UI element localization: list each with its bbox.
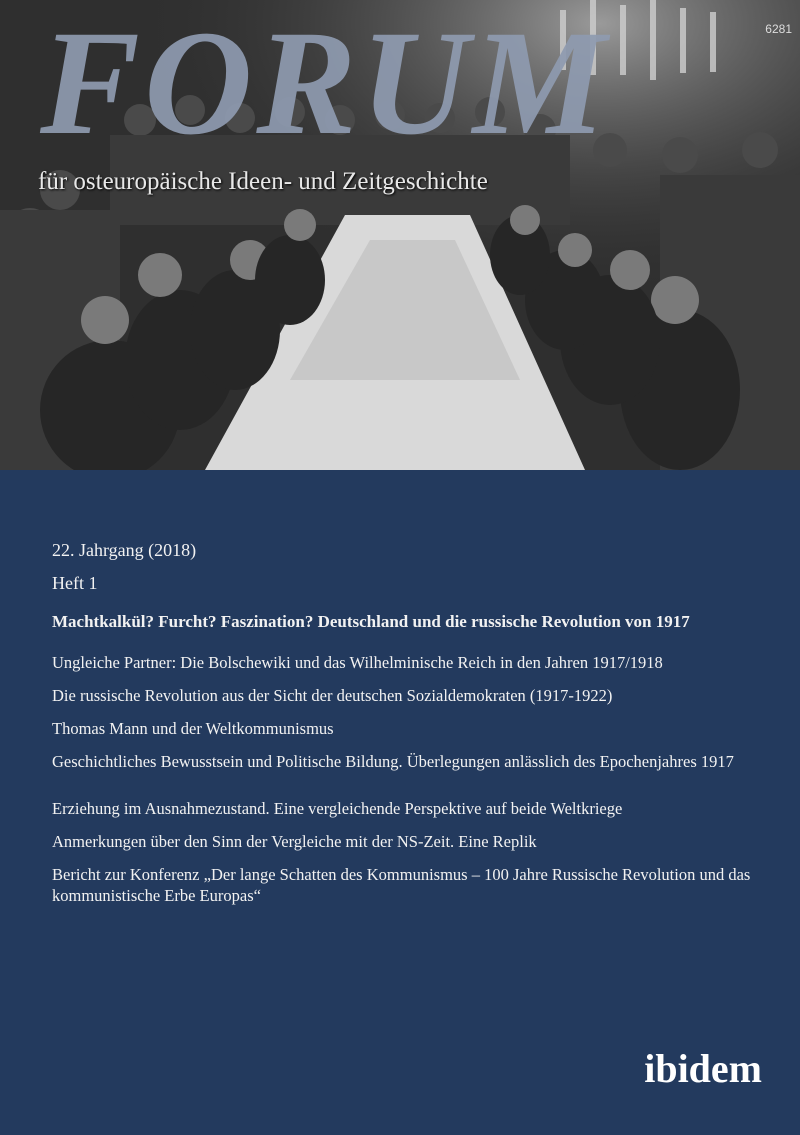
masthead-title: FORUM (40, 0, 611, 166)
table-of-contents (52, 540, 772, 918)
article-title: Die russische Revolution aus der Sicht der deutschen Sozialdemokraten (1917-1922) (52, 686, 613, 705)
article-title: Anmerkungen über den Sinn der Vergleiche mit der NS-Zeit. Eine Replik (52, 832, 537, 851)
article-title: Bericht zur Konferenz „Der lange Schatten des Kommunismus – 100 Jahre Russische Revolution und das kommunistische Erbe Europas“ (52, 865, 751, 905)
article-title: Ungleiche Partner: Die Bolschewiki und das Wilhelminische Reich in den Jahren 1917/1918 (52, 653, 663, 672)
section-gap (52, 784, 772, 798)
issue-theme: Machtkalkül? Furcht? Faszination? Deutschland und die russische Revolution von 1917 (52, 612, 690, 631)
article-title: Thomas Mann und der Weltkommunismus (52, 719, 334, 738)
journal-subtitle: für osteuropäische Ideen- und Zeitgeschichte (38, 168, 488, 195)
article-title: Erziehung im Ausnahmezustand. Eine vergleichende Perspektive auf beide Weltkriege (52, 799, 623, 818)
volume-line: 22. Jahrgang (2018) (52, 540, 197, 560)
photo-archive-number: 6281 (765, 22, 792, 36)
cover-photo (0, 0, 800, 470)
publisher-logo: ibidem (644, 1046, 762, 1091)
article-title: Geschichtliches Bewusstsein und Politische Bildung. Überlegungen anlässlich des Epochenjahres 1917 (52, 752, 734, 771)
issue-line: Heft 1 (52, 573, 98, 593)
